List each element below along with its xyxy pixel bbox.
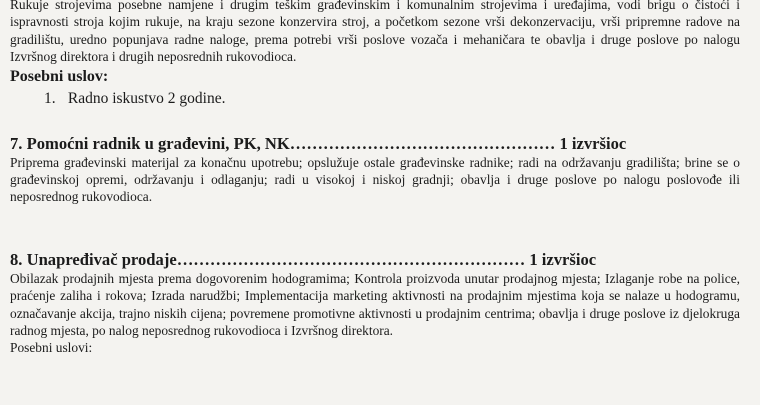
special-conditions-list [10,89,740,109]
section-7-heading: 7. Pomoćni radnik u građevini, PK, NK………………………………………… 1 izvršioc [10,133,627,153]
section-7-description: Priprema građevinski materijal za konačnu upotrebu; opslužuje ostale građevinske radnike; radi na održavanju gradilišta; brine se o građevinskoj opremi, održavanju i odlaganju; radi u visokoj i niskoj gradnji; obavlja i druge poslove po nalogu poslovođe ili neposrednog rukovodioca. [10,154,740,205]
section-8-description: Obilazak prodajnih mjesta prema dogovorenim hodogramima; Kontrola proizvoda unutar prodajnog mjesta; Izlaganje robe na police, praćenje zaliha i rokova; Izrada narudžbi; Implementacija marketing aktivnosti na prodajnim mjestima koja se nalaze u hodogramu, označavanje akcija, trajno niskih cijena; povremene promotivne aktivnosti u prodajnim centrima; obavlja i druge poslove iz djelokruga radnog mjesta, po nalog neposrednog rukovodioca i Izvršnog direktora. [10,270,740,339]
list-item [44,89,740,109]
section-8-heading: 8. Unapređivač prodaje……………………………………………………… 1 izvršioc [10,249,597,269]
list-item-text: Radno iskustvo 2 godine. [67,89,226,107]
special-conditions-heading: Posebni uslov: [10,67,109,85]
intro-paragraph: Rukuje strojevima posebne namjene i drugim teškim građevinskim i komunalnim strojevima i uređajima, vodi brigu o čistoći i ispravnosti stroja kojim rukuje, na kraju sezone konzervira stroj, a početkom sezone vrši dekonzervaciju, vrši pripremne radove na gradilištu, uredno popunjava radne naloge, prema potrebi vrši poslove vozača i mehaničara te obavlja i druge poslove po nalogu Izvršnog direktora i drugih neposrednih rukovodioca. [10,0,740,65]
section-8-conditions-label: Posebni uslovi: [10,340,93,356]
list-item-number: 1. [44,89,56,107]
